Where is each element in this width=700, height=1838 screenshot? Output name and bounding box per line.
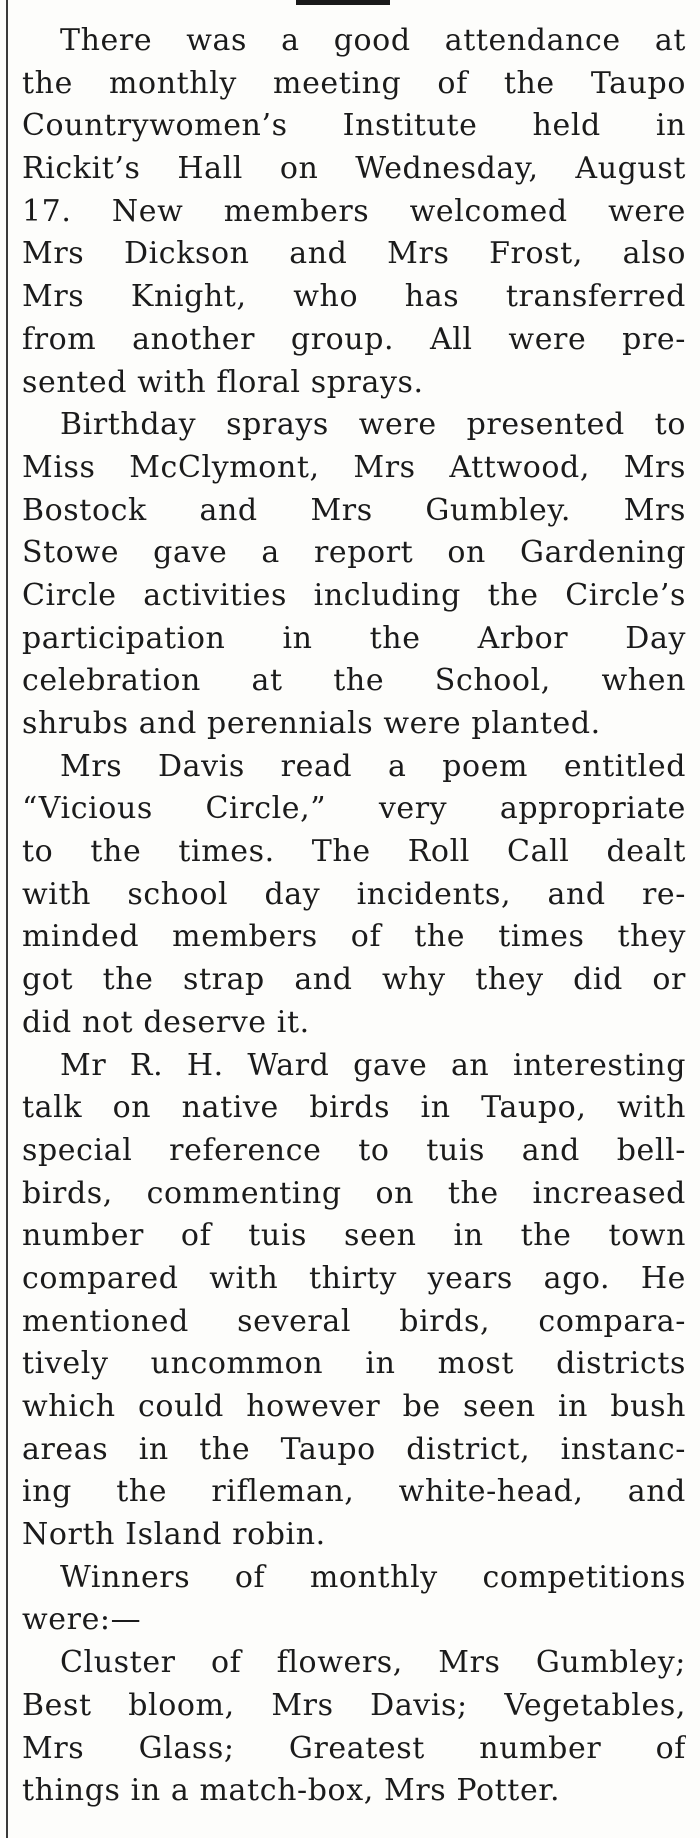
article-column bbox=[22, 20, 686, 1813]
text-line: were:— bbox=[22, 1602, 142, 1638]
text-line: Winners of monthly competitions bbox=[60, 1559, 686, 1595]
text-line: Mrs Glass; Greatest number of bbox=[22, 1730, 686, 1766]
text-line: Countrywomen’s Institute held in bbox=[22, 108, 686, 144]
text-line: participation in the Arbor Day bbox=[22, 620, 686, 656]
text-line: Best bloom, Mrs Davis; Vegetables, bbox=[22, 1687, 686, 1723]
text-line: sented with floral sprays. bbox=[22, 364, 424, 400]
text-line: “Vicious Circle,” very appropriate bbox=[22, 791, 686, 827]
text-line: compared with thirty years ago. He bbox=[22, 1260, 686, 1296]
text-line: tively uncommon in most districts bbox=[22, 1346, 686, 1382]
text-line: did not deserve it. bbox=[22, 1004, 310, 1040]
text-line: Miss McClymont, Mrs Attwood, Mrs bbox=[22, 449, 686, 485]
text-line: Cluster of flowers, Mrs Gumbley; bbox=[60, 1645, 686, 1681]
text-line: Rickit’s Hall on Wednesday, August bbox=[22, 151, 686, 187]
paragraph-4 bbox=[22, 1045, 686, 1557]
text-line: minded members of the times they bbox=[22, 919, 686, 955]
text-line: which could however be seen in bush bbox=[22, 1389, 686, 1424]
text-line: Mr R. H. Ward gave an interesting bbox=[60, 1047, 686, 1083]
paragraph-2 bbox=[22, 404, 686, 746]
text-line: things in a match-box, Mrs Potter. bbox=[22, 1773, 561, 1809]
text-line: birds, commenting on the increased bbox=[22, 1175, 686, 1211]
column-left-rule bbox=[6, 0, 8, 1838]
text-line: got the strap and why they did or bbox=[22, 962, 686, 998]
text-line: mentioned several birds, compara- bbox=[22, 1303, 686, 1339]
text-line: Mrs Knight, who has transferred bbox=[22, 279, 686, 315]
text-line: the monthly meeting of the Taupo bbox=[22, 65, 686, 101]
text-line: shrubs and perennials were planted. bbox=[22, 706, 601, 741]
text-line: from another group. All were pre- bbox=[22, 321, 686, 357]
text-line: ing the rifleman, white-head, and bbox=[22, 1474, 686, 1510]
text-line: Birthday sprays were presented to bbox=[60, 407, 686, 443]
text-line: to the times. The Roll Call dealt bbox=[22, 834, 686, 870]
text-line: areas in the Taupo district, instanc- bbox=[22, 1431, 686, 1467]
paragraph-3 bbox=[22, 746, 686, 1045]
paragraph-5 bbox=[22, 1557, 686, 1642]
text-line: with school day incidents, and re- bbox=[22, 876, 686, 912]
text-line: Circle activities including the Circle’s bbox=[22, 577, 686, 613]
text-line: celebration at the School, when bbox=[22, 663, 686, 699]
text-line: Bostock and Mrs Gumbley. Mrs bbox=[22, 492, 686, 528]
text-line: Stowe gave a report on Gardening bbox=[22, 535, 686, 571]
text-line: There was a good attendance at bbox=[60, 23, 686, 58]
text-line: Mrs Davis read a poem entitled bbox=[60, 748, 686, 784]
text-line: special reference to tuis and bell- bbox=[22, 1132, 686, 1168]
text-line: 17. New members welcomed were bbox=[22, 193, 686, 229]
paragraph-1 bbox=[22, 20, 686, 404]
text-line: number of tuis seen in the town bbox=[22, 1218, 686, 1254]
column-top-rule bbox=[296, 0, 390, 5]
paragraph-6 bbox=[22, 1642, 686, 1813]
text-line: North Island robin. bbox=[22, 1517, 326, 1553]
text-line: talk on native birds in Taupo, with bbox=[22, 1090, 686, 1126]
text-line: Mrs Dickson and Mrs Frost, also bbox=[22, 236, 686, 272]
